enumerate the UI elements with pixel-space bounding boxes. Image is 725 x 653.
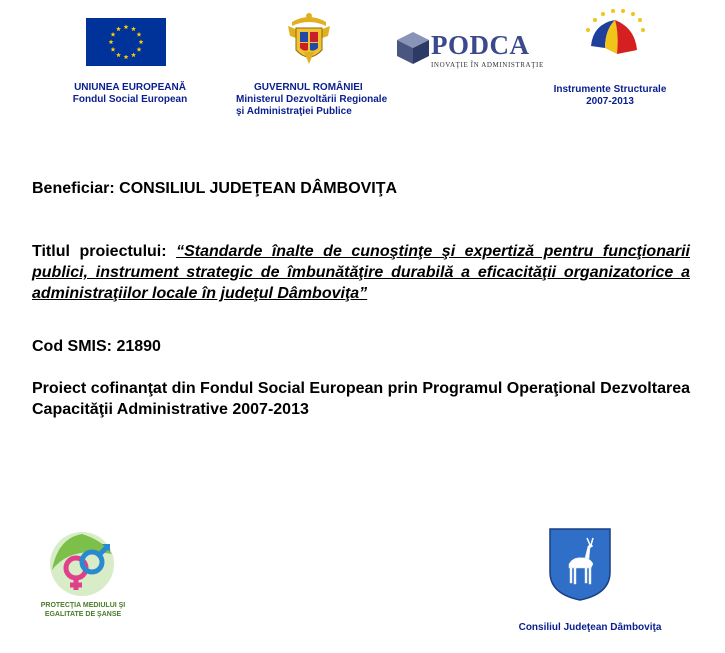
- smis-code: Cod SMIS: 21890: [32, 338, 161, 355]
- eu-caption-line1: UNIUNEA EUROPEANĂ: [74, 82, 186, 93]
- project-title-block: [32, 241, 690, 304]
- eu-logo: [86, 18, 166, 66]
- project-title: “Standarde înalte de cunoştinţe şi expertiză pentru funcţionarii publici, instrument strategic de îmbunătăţire durabilă a eficacităţii organizatorice a administraţiilor locale în judeţul Dâmboviţa”: [32, 243, 690, 302]
- gov-caption-line1: GUVERNUL ROMÂNIEI: [254, 82, 363, 93]
- structural-caption: [540, 84, 680, 108]
- structural-caption-line1: Instrumente Structurale: [553, 84, 667, 95]
- coat-of-arms-icon: [286, 8, 332, 70]
- podca-logo: [395, 28, 544, 74]
- podca-name: PODCA: [431, 30, 530, 60]
- gov-caption-line3: şi Administraţiei Publice: [236, 106, 352, 117]
- romania-coat-of-arms: [286, 8, 332, 70]
- deer-shield-icon: [547, 526, 613, 602]
- structural-instruments-icon: [583, 6, 647, 70]
- county-caption: Consiliul Judeţean Dâmboviţa: [518, 622, 662, 633]
- structural-instruments-logo: [583, 6, 647, 70]
- eu-caption: [60, 82, 200, 106]
- gov-caption: [232, 82, 412, 118]
- gov-caption-line2: Ministerul Dezvoltării Regionale: [236, 94, 388, 105]
- structural-caption-line2: 2007-2013: [586, 96, 634, 107]
- eu-flag-icon: [86, 18, 166, 66]
- county-council-coat-of-arms: [547, 526, 613, 602]
- gender-equality-globe-icon: [42, 528, 122, 600]
- environment-caption-line2: EGALITATE DE ŞANSE: [44, 611, 122, 618]
- podca-cube-icon: [395, 30, 431, 66]
- environment-caption-line1: PROTECŢIA MEDIULUI ŞI: [40, 602, 126, 609]
- cofinancing-statement: Proiect cofinanţat din Fondul Social European prin Programul Operaţional Dezvoltarea Capacităţii Administrative 2007-2013: [32, 380, 690, 418]
- environment-equality-logo: [30, 528, 136, 624]
- eu-caption-line2: Fondul Social European: [72, 94, 188, 105]
- podca-tagline: INOVAŢIE ÎN ADMINISTRAŢIE: [431, 61, 544, 69]
- project-title-label: Titlul proiectului:: [32, 243, 167, 260]
- beneficiary-line: Beneficiar: CONSILIUL JUDEŢEAN DÂMBOVIŢA: [32, 180, 398, 197]
